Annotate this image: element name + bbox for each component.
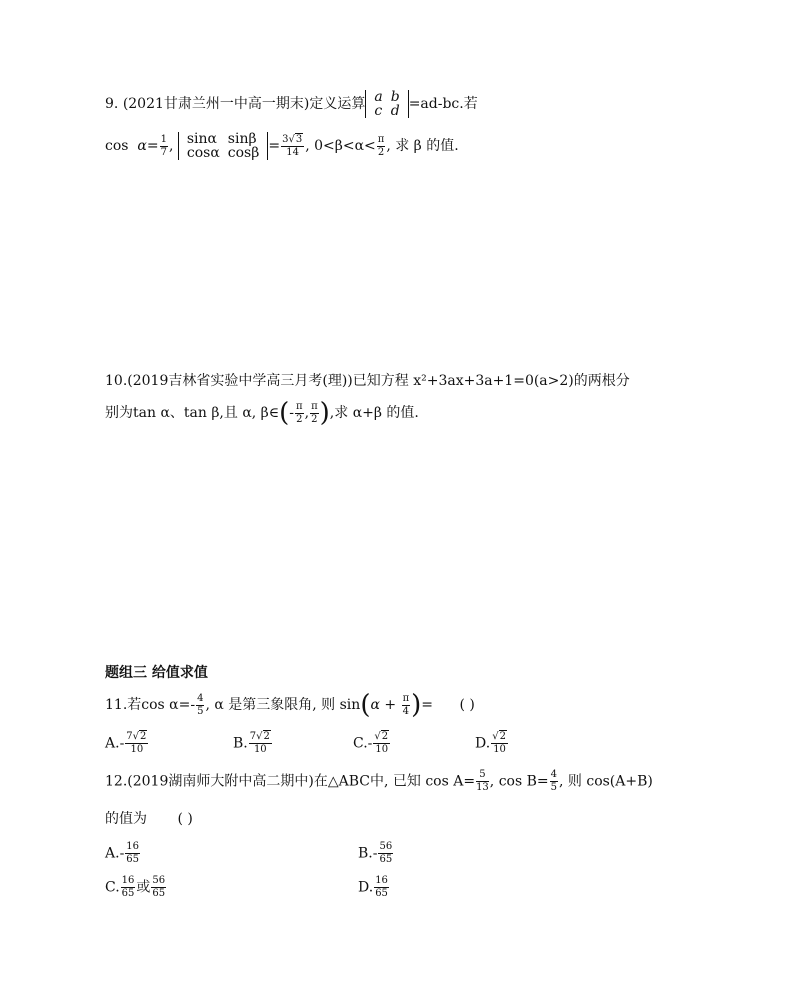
q12-number: 12. [105,773,128,790]
q11-frac-pi-4 [402,694,411,717]
frac-den: 13 [476,782,489,793]
frac-den: 2 [377,146,385,158]
left-paren: ( [360,690,371,720]
frac-num: 16 [375,875,388,886]
frac-num: √2 [492,731,506,742]
q12-option-b [358,842,394,865]
option-frac [373,732,390,755]
q11-stem-b: , α 是第三象限角, 则 sin [205,697,361,713]
q11-option-a [105,732,149,755]
option-frac [378,842,393,865]
option-label: A. [105,735,120,752]
q11-eq: = [421,697,434,713]
frac-num: π [377,133,385,145]
frac-num: 56 [379,841,393,852]
frac-den: 14 [286,146,299,158]
q12-option-c [105,876,167,899]
det-a: a [374,89,383,105]
q11-number: 11. [105,697,128,713]
q12-stem-b: , cos B= [489,773,549,790]
frac-den: 5 [550,782,557,793]
num-coef: 7 [126,731,133,742]
q12-option-d [358,876,390,899]
section-title: 题组三 给值求值 [105,665,208,681]
q9-fraction-pi-2 [377,135,386,158]
question-11-stem [105,692,475,718]
frac-den: 10 [493,744,506,755]
option-frac [491,732,508,755]
frac-den: 2 [296,413,303,425]
q9-fraction-1-7 [160,135,168,158]
q9-eq: = [146,138,159,154]
frac-den: 65 [152,888,166,899]
q9-cos: cos [105,138,129,154]
num-coef: 7 [249,731,257,742]
q9-ask: , 求 β 的值. [386,138,459,154]
right-paren: ) [319,398,330,428]
frac-num: π [311,400,318,412]
question-12-line-2 [105,808,193,828]
det-d: d [390,103,400,119]
frac-den: 65 [126,854,140,865]
right-paren: ) [411,690,422,720]
q9-determinant-trig [178,132,268,160]
q9-source: (2021甘肃兰州一中高一期末) [122,96,310,112]
option-frac [121,876,136,899]
option-or: 或 [136,879,151,896]
option-label: B. [233,735,248,752]
det-cos-beta: cosβ [227,145,260,161]
frac-den: 65 [375,888,388,899]
q12-source: (2019湖南师大附中高二期中) [127,773,314,790]
option-sign: - [367,735,373,752]
q9-definition-result: =ad-bc.若 [408,96,478,112]
q12-frac-A [476,770,489,793]
question-10-line-2 [105,400,419,426]
question-12-line-1 [105,770,653,793]
q10-number: 10. [105,373,128,389]
q9-alpha: α [137,138,147,154]
option-sign: - [119,735,125,752]
question-10-line-1 [105,370,630,390]
option-frac [249,732,272,755]
q9-determinant-definition [365,90,408,118]
frac-den: 2 [311,413,318,425]
num-radicand: 2 [263,731,270,742]
frac-den: 5 [197,705,204,717]
frac-den: 65 [121,888,135,899]
det-b: b [390,89,400,105]
num-radicand: 2 [381,731,389,742]
frac-den: 10 [253,744,267,755]
option-label: C. [353,735,368,752]
q11-inner: α + [370,697,401,713]
option-label: B. [358,845,373,862]
q12-line2: 的值为 [105,811,147,827]
frac-den: 10 [375,744,389,755]
det-sin-alpha: sinα [186,131,217,147]
q9-inequality: , 0<β<α< [305,138,376,154]
q9-text: 定义运算 [309,96,366,112]
frac-num: 4 [550,769,557,780]
frac-num: π [296,400,303,412]
q11-option-b [233,732,273,755]
q9-fraction-3sqrt3-14 [281,135,304,158]
q11-frac-4-5 [196,694,204,717]
det-sin-beta: sinβ [227,131,257,147]
q9-comma: , [168,138,174,154]
frac-num: 7√2 [249,731,270,742]
q11-option-d [475,732,509,755]
left-paren: ( [279,398,290,428]
frac-num: 16 [121,875,135,886]
option-sign: - [119,845,125,862]
option-label: D. [358,879,374,896]
num-coef: 3 [282,133,289,145]
question-9-line-1 [105,90,478,118]
q10-text-2: 别为tan α、tan β,且 α, β∈ [105,405,280,421]
num-radicand: 2 [499,731,506,742]
option-label: A. [105,845,120,862]
frac-num: √2 [374,731,389,742]
q11-answer-blank: ( ) [459,697,475,713]
option-frac-2 [151,876,166,899]
q11-stem-a: 若cos α=- [127,697,196,713]
frac-num: 16 [126,841,140,852]
option-frac [125,842,140,865]
interval-minus: - [289,405,295,421]
option-sign: - [372,845,378,862]
interval-sep: , [304,405,310,421]
option-label: D. [475,735,491,752]
frac-num: 56 [152,875,166,886]
q10-text: 已知方程 x²+3ax+3a+1=0(a>2)的两根分 [352,373,630,389]
q10-ask: ,求 α+β 的值. [329,405,419,421]
num-radicand: 3 [295,133,303,145]
frac-den: 4 [402,705,410,717]
frac-num: π [402,692,410,704]
num-radicand: 2 [140,731,147,742]
frac-num: 5 [476,770,489,782]
q10-source: (2019吉林省实验中学高三月考(理)) [127,373,353,389]
q11-option-c [353,732,391,755]
q12-stem-a: 在△ABC中, 已知 cos A= [313,773,476,790]
q12-option-a [105,842,141,865]
frac-num: 7√2 [126,731,147,742]
interval-frac-1 [295,402,304,425]
frac-den: 10 [130,744,144,755]
frac-den: 7 [160,146,167,158]
det-cos-alpha: cosα [186,145,220,161]
option-frac [125,732,148,755]
q12-frac-B [550,770,558,793]
frac-num: 4 [197,692,204,704]
q9-number: 9. [105,96,119,112]
frac-num: 3√3 [282,133,303,145]
interval-frac-2 [310,402,319,425]
option-frac [374,876,389,899]
option-label: C. [105,879,120,896]
det-c: c [374,103,383,119]
frac-num: 1 [160,133,167,145]
q12-answer-blank: ( ) [177,811,193,827]
question-9-line-2 [105,132,459,160]
frac-den: 65 [379,854,393,865]
q9-eq2: = [268,138,281,154]
q12-stem-c: , 则 cos(A+B) [559,773,653,790]
